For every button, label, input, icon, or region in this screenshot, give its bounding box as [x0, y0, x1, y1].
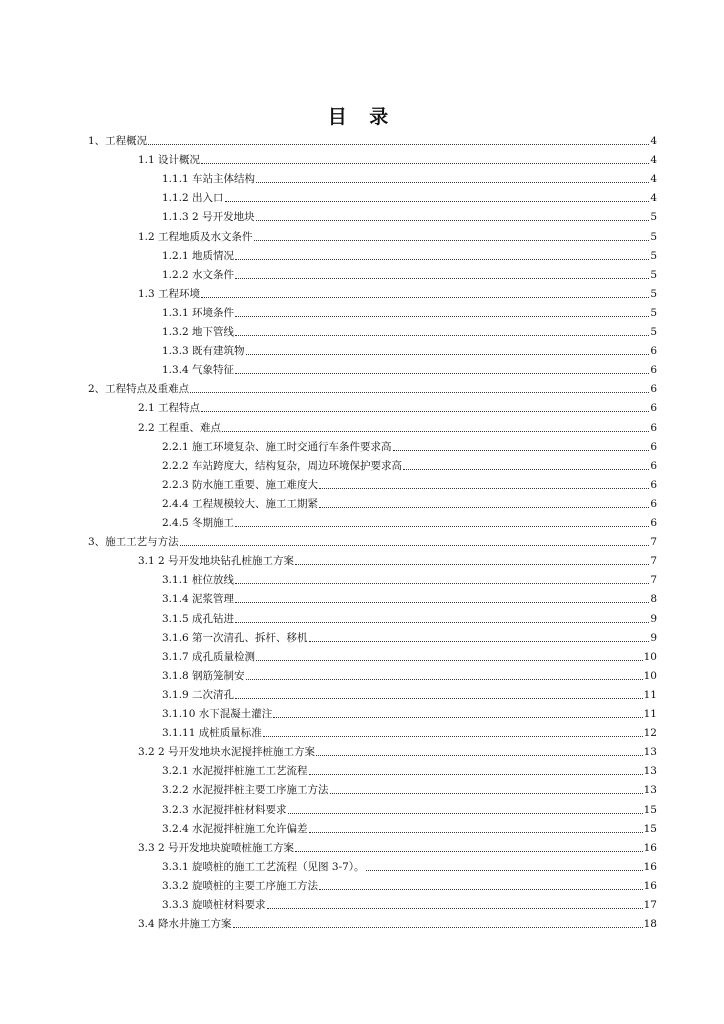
toc-entry-label: 2.1 工程特点	[138, 402, 201, 415]
toc-leader-dots	[295, 851, 643, 852]
toc-entry-label: 1.2.2 水文条件	[162, 268, 235, 281]
toc-entry-label: 3.2 2 号开发地块水泥搅拌桩施工方案	[138, 746, 316, 759]
toc-entry[interactable]	[162, 305, 657, 321]
toc-entry-page-number: 7	[650, 574, 657, 587]
toc-leader-dots	[246, 679, 643, 680]
toc-entry-page-number: 7	[650, 555, 657, 568]
toc-leader-dots	[233, 927, 643, 928]
toc-entry[interactable]	[162, 782, 657, 798]
toc-entry-label: 3.2.3 水泥搅拌桩材料要求	[162, 803, 287, 816]
toc-entry-label: 1.3.2 地下管线	[162, 326, 235, 338]
toc-entry-label: 1、工程概况	[88, 135, 148, 147]
toc-entry-page-number: 4	[650, 135, 657, 147]
toc-entry-page-number: 5	[650, 211, 657, 224]
toc-entry-page-number: 16	[643, 879, 657, 892]
toc-leader-dots	[256, 182, 649, 183]
toc-entry-label: 3.1.5 成孔钻进	[162, 612, 235, 625]
toc-leader-dots	[319, 507, 649, 508]
toc-entry[interactable]	[162, 668, 657, 684]
toc-entry-page-number: 13	[643, 765, 657, 778]
toc-entry[interactable]	[162, 878, 657, 894]
toc-leader-dots	[295, 564, 649, 565]
toc-leader-dots	[288, 813, 643, 814]
toc-entry-page-number: 10	[643, 669, 657, 682]
toc-entry[interactable]	[162, 897, 657, 913]
toc-entry-page-number: 12	[643, 727, 657, 740]
toc-entry-label: 3.2.1 水泥搅拌桩施工工艺流程	[162, 765, 308, 778]
toc-entry-label: 2.4.4 工程规模较大、施工工期紧	[162, 497, 319, 510]
toc-entry[interactable]	[138, 420, 657, 436]
toc-entry-label: 3.2.2 水泥搅拌桩主要工序施工方法	[162, 784, 329, 797]
toc-entry[interactable]	[162, 630, 657, 646]
toc-leader-dots	[148, 144, 649, 145]
toc-entry-page-number: 7	[650, 536, 657, 549]
toc-entry[interactable]	[162, 496, 657, 512]
toc-entry-label: 3.3.3 旋喷桩材料要求	[162, 899, 266, 911]
toc-entry[interactable]	[162, 171, 657, 187]
toc-entry-label: 1.3.1 环境条件	[162, 306, 235, 319]
toc-entry[interactable]	[162, 515, 657, 531]
toc-leader-dots	[254, 240, 650, 241]
toc-entry-page-number: 6	[650, 459, 657, 472]
toc-leader-dots	[180, 545, 650, 546]
toc-leader-dots	[316, 755, 643, 756]
toc-entry[interactable]	[138, 553, 657, 569]
toc-entry[interactable]	[162, 477, 657, 493]
toc-entry-page-number: 4	[650, 173, 657, 186]
toc-leader-dots	[273, 717, 642, 718]
toc-entry[interactable]	[162, 248, 657, 264]
toc-entry-label: 3.3.2 旋喷桩的主要工序施工方法	[162, 879, 319, 892]
toc-leader-dots	[319, 889, 643, 890]
toc-leader-dots	[201, 297, 649, 298]
toc-leader-dots	[403, 469, 649, 470]
toc-entry-page-number: 5	[650, 306, 657, 319]
toc-entry-page-number: 10	[643, 650, 657, 663]
toc-entry-page-number: 8	[650, 593, 657, 606]
toc-entry[interactable]	[138, 286, 657, 302]
toc-entry-label: 3.1.1 桩位放线	[162, 574, 235, 587]
toc-entry[interactable]	[162, 725, 657, 741]
toc-entry-label: 3.1.9 二次清孔	[162, 688, 235, 701]
toc-entry[interactable]	[162, 458, 657, 474]
toc-entry-label: 1.2.1 地质情况	[162, 249, 235, 262]
toc-entry[interactable]	[162, 763, 657, 779]
toc-entry-page-number: 18	[643, 918, 657, 931]
toc-entry[interactable]	[162, 591, 657, 607]
toc-entry-page-number: 17	[643, 899, 657, 911]
toc-leader-dots	[366, 870, 643, 871]
toc-entry-label: 1.1.1 车站主体结构	[162, 173, 256, 186]
toc-entry[interactable]	[138, 744, 657, 760]
toc-entry-label: 3.1.6 第一次清孔、拆杆、移机	[162, 631, 308, 644]
toc-leader-dots	[393, 450, 650, 451]
toc-leader-dots	[235, 526, 649, 527]
toc-entry-page-number: 9	[650, 631, 657, 644]
toc-entry[interactable]	[162, 190, 657, 206]
toc-leader-dots	[256, 660, 643, 661]
toc-entry-page-number: 13	[643, 746, 657, 759]
toc-entry-page-number: 16	[643, 860, 657, 873]
toc-entry-page-number: 13	[643, 784, 657, 797]
toc-leader-dots	[309, 774, 643, 775]
toc-entry[interactable]	[162, 343, 657, 359]
toc-entry[interactable]	[88, 381, 657, 397]
toc-entry-page-number: 15	[643, 803, 657, 816]
toc-entry-label: 3.1 2 号开发地块钻孔桩施工方案	[138, 555, 295, 568]
toc-entry-label: 3.1.10 水下混凝土灌注	[162, 708, 273, 720]
toc-entry-label: 2.2.1 施工环境复杂、施工时交通行车条件要求高	[162, 440, 392, 453]
toc-entry-page-number: 4	[650, 154, 657, 167]
toc-entry-page-number: 15	[643, 822, 657, 835]
toc-leader-dots	[235, 316, 649, 317]
toc-leader-dots	[235, 259, 649, 260]
toc-leader-dots	[225, 201, 650, 202]
toc-leader-dots	[319, 488, 649, 489]
toc-entry[interactable]	[162, 859, 657, 875]
toc-leader-dots	[235, 335, 649, 336]
toc-entry-page-number: 6	[650, 421, 657, 434]
toc-entry[interactable]	[162, 209, 657, 225]
toc-entry[interactable]	[138, 916, 657, 932]
toc-entry[interactable]	[162, 572, 657, 588]
toc-entry[interactable]	[88, 534, 657, 550]
toc-entry-label: 3.1.11 成桩质量标准	[162, 727, 262, 740]
toc-entry-label: 3.1.7 成孔质量检测	[162, 650, 256, 663]
toc-entry-page-number: 6	[650, 364, 657, 377]
toc-leader-dots	[201, 163, 649, 164]
toc-entry-page-number: 6	[650, 478, 657, 491]
toc-entry-label: 3.3 2 号开发地块旋喷桩施工方案	[138, 841, 295, 854]
toc-entry-label: 1.3.4 气象特征	[162, 364, 235, 377]
toc-leader-dots	[309, 832, 643, 833]
toc-leader-dots	[330, 793, 643, 794]
toc-entry-label: 2.4.5 冬期施工	[162, 517, 235, 529]
toc-entry-label: 3.1.4 泥浆管理	[162, 593, 235, 606]
toc-entry-label: 3、施工工艺与方法	[88, 536, 179, 549]
toc-entry-label: 3.4 降水井施工方案	[138, 918, 232, 931]
toc-entry-page-number: 16	[643, 841, 657, 854]
toc-entry-page-number: 11	[643, 708, 657, 720]
toc-leader-dots	[201, 411, 649, 412]
toc-leader-dots	[235, 278, 649, 279]
toc-entry-page-number: 5	[650, 268, 657, 281]
toc-entry[interactable]	[162, 802, 657, 818]
toc-entry-page-number: 5	[650, 230, 657, 243]
toc-entry[interactable]	[138, 152, 657, 168]
page-title: 目 录	[327, 106, 397, 128]
toc-leader-dots	[263, 736, 643, 737]
toc-entry-label: 3.2.4 水泥搅拌桩施工允许偏差	[162, 822, 308, 835]
toc-leader-dots	[222, 431, 649, 432]
toc-leader-dots	[256, 220, 650, 221]
toc-entry-page-number: 4	[650, 192, 657, 205]
toc-entry[interactable]	[162, 267, 657, 283]
toc-entry[interactable]	[162, 439, 657, 455]
toc-leader-dots	[235, 373, 649, 374]
toc-entry-page-number: 6	[650, 383, 657, 396]
toc-entry[interactable]	[138, 229, 657, 245]
toc-entry-page-number: 5	[650, 249, 657, 262]
toc-entry[interactable]	[138, 400, 657, 416]
toc-leader-dots	[246, 354, 650, 355]
toc-entry[interactable]	[162, 821, 657, 837]
toc-entry-label: 1.3 工程环境	[138, 287, 201, 300]
toc-entry-label: 3.1.8 钢筋笼制安	[162, 669, 245, 682]
toc-entry-page-number: 6	[650, 402, 657, 415]
toc-entry-label: 3.3.1 旋喷桩的施工工艺流程（见图 3-7）。	[162, 860, 365, 873]
toc-entry-page-number: 11	[643, 688, 657, 701]
toc-entry[interactable]	[162, 687, 657, 703]
toc-leader-dots	[235, 698, 643, 699]
toc-entry-label: 2.2 工程重、难点	[138, 421, 222, 434]
toc-entry-label: 1.1 设计概况	[138, 154, 201, 167]
toc-entry-page-number: 6	[650, 440, 657, 453]
toc-leader-dots	[190, 392, 649, 393]
toc-entry-label: 1.1.2 出入口	[162, 192, 224, 205]
toc-entry[interactable]	[162, 649, 657, 665]
toc-leader-dots	[309, 641, 650, 642]
toc-entry-label: 1.1.3 2 号开发地块	[162, 211, 255, 224]
toc-entry-page-number: 9	[650, 612, 657, 625]
toc-entry-label: 2、工程特点及重难点	[88, 383, 190, 396]
toc-entry-page-number: 6	[650, 497, 657, 510]
toc-leader-dots	[267, 908, 643, 909]
toc-entry[interactable]	[162, 611, 657, 627]
toc-entry-label: 1.2 工程地质及水文条件	[138, 230, 253, 243]
toc-entry-page-number: 6	[650, 517, 657, 529]
toc-entry[interactable]	[162, 324, 657, 340]
toc-leader-dots	[235, 583, 649, 584]
toc-entry-page-number: 6	[650, 345, 657, 358]
toc-entry-page-number: 5	[650, 287, 657, 300]
toc-leader-dots	[235, 622, 649, 623]
toc-leader-dots	[235, 602, 649, 603]
toc-entry[interactable]	[162, 706, 657, 722]
toc-entry[interactable]	[88, 133, 657, 149]
toc-entry-label: 2.2.2 车站跨度大，结构复杂，周边环境保护要求高	[162, 459, 403, 472]
toc-entry-page-number: 5	[650, 326, 657, 338]
toc-entry[interactable]	[138, 840, 657, 856]
toc-entry[interactable]	[162, 362, 657, 378]
toc-entry-label: 1.3.3 既有建筑物	[162, 345, 245, 358]
toc-entry-label: 2.2.3 防水施工重要、施工难度大	[162, 478, 319, 491]
